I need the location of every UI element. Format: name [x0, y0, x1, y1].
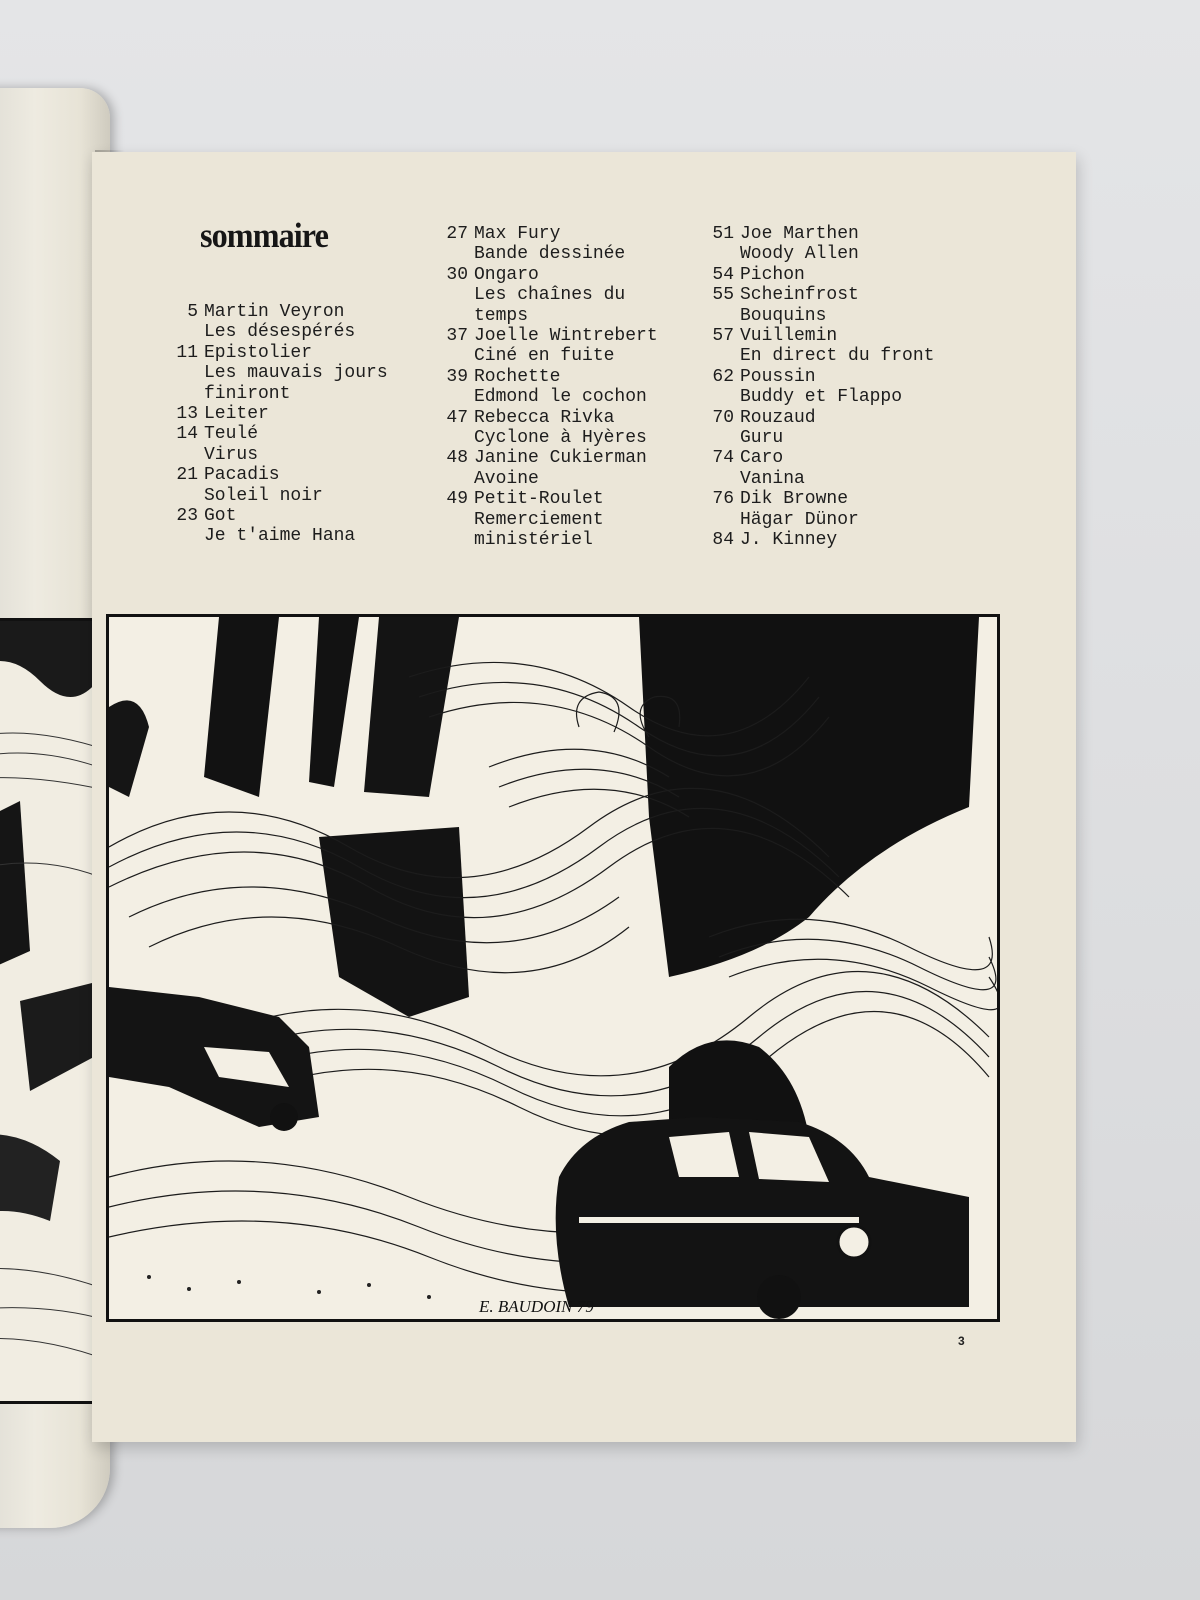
toc-author: Poussin [740, 366, 816, 387]
toc-page-number: 39 [446, 366, 468, 387]
toc-title-line: Remerciement [474, 509, 604, 530]
toc-author: Caro [740, 448, 784, 469]
toc-author: Rouzaud [740, 407, 816, 428]
toc-page-number: 5 [187, 302, 198, 322]
toc-author: Max Fury [474, 224, 561, 244]
toc-entry [162, 424, 462, 465]
toc-page-number: 47 [446, 407, 468, 428]
page-title: sommaire [200, 216, 328, 255]
toc-page-number: 23 [176, 506, 198, 527]
toc-page-number: 49 [446, 489, 468, 510]
toc-title-line: Soleil noir [204, 485, 323, 506]
toc-title-line: finiront [204, 383, 291, 404]
toc-title-line: Cyclone à Hyères [474, 428, 647, 449]
toc-author: J. Kinney [740, 530, 838, 551]
toc-entry [162, 343, 462, 404]
magazine-page [92, 152, 1076, 1442]
toc-page-number: 70 [712, 407, 734, 428]
toc-column-3 [698, 224, 998, 551]
toc-page-number: 27 [446, 224, 468, 244]
toc-page-number: 21 [176, 465, 198, 486]
toc-page-number: 57 [712, 326, 734, 347]
toc-page-number: 62 [712, 366, 734, 387]
toc-author: Ongaro [474, 264, 539, 285]
toc-entry [162, 302, 462, 343]
toc-entry [432, 224, 712, 265]
toc-entry [698, 265, 998, 285]
toc-page-number: 74 [712, 448, 734, 469]
toc-page-number: 54 [712, 264, 734, 285]
toc-entry [432, 367, 712, 408]
toc-page-number: 13 [176, 404, 198, 425]
toc-title-line: Hägar Dünor [740, 509, 859, 530]
toc-title-line: Ciné en fuite [474, 346, 615, 367]
toc-title-line: Woody Allen [740, 244, 859, 265]
toc-author: Got [204, 506, 237, 527]
toc-title-line: Virus [204, 444, 259, 465]
toc-page-number: 76 [712, 489, 734, 510]
toc-title-line: temps [474, 305, 529, 326]
toc-entry [698, 530, 998, 550]
page-number: 3 [958, 1334, 965, 1348]
toc-column-2 [432, 224, 712, 551]
toc-entry [162, 465, 462, 506]
toc-column-1 [162, 302, 462, 547]
toc-page-number: 11 [176, 342, 198, 363]
toc-author: Joelle Wintrebert [474, 326, 658, 347]
toc-entry [432, 448, 712, 489]
toc-author: Rochette [474, 366, 561, 387]
toc-title-line: En direct du front [740, 346, 935, 367]
toc-author: Pichon [740, 264, 805, 285]
toc-author: Martin Veyron [204, 302, 345, 322]
toc-author: Leiter [204, 404, 269, 425]
toc-author: Pacadis [204, 465, 280, 486]
toc-author: Dik Browne [740, 489, 849, 510]
toc-title-line: Buddy et Flappo [740, 387, 903, 408]
toc-author: Teulé [204, 424, 259, 445]
artist-signature: E. BAUDOIN 79 [479, 1297, 594, 1316]
toc-page-number: 14 [176, 424, 198, 445]
toc-title-line: Les désespérés [204, 322, 356, 343]
toc-author: Janine Cukierman [474, 448, 647, 469]
toc-entry [698, 408, 998, 449]
toc-entry [432, 489, 712, 550]
toc-page-number: 48 [446, 448, 468, 469]
toc-entry [162, 404, 462, 424]
toc-author: Scheinfrost [740, 285, 859, 306]
toc-entry [698, 489, 998, 530]
toc-entry [432, 408, 712, 449]
toc-author: Epistolier [204, 342, 313, 363]
toc-page-number: 37 [446, 326, 468, 347]
toc-entry [698, 326, 998, 367]
toc-title-line: ministériel [474, 530, 593, 551]
toc-title-line: Les mauvais jours [204, 363, 388, 384]
toc-page-number: 51 [712, 224, 734, 244]
toc-entry [698, 448, 998, 489]
illustration-art [109, 617, 997, 1319]
toc-entry [698, 285, 998, 326]
toc-entry [432, 326, 712, 367]
toc-title-line: Les chaînes du [474, 285, 626, 306]
toc-author: Joe Marthen [740, 224, 859, 244]
toc-title-line: Bande dessinée [474, 244, 626, 265]
toc-page-number: 55 [712, 285, 734, 306]
toc-title-line: Je t'aime Hana [204, 526, 356, 547]
toc-title-line: Bouquins [740, 305, 827, 326]
toc-title-line: Guru [740, 428, 784, 449]
toc-title-line: Avoine [474, 468, 539, 489]
toc-entry [698, 367, 998, 408]
toc-page-number: 30 [446, 264, 468, 285]
toc-title-line: Vanina [740, 468, 805, 489]
comic-illustration [106, 614, 1000, 1322]
toc-title-line: Edmond le cochon [474, 387, 647, 408]
toc-entry [698, 224, 998, 265]
toc-entry [162, 506, 462, 547]
toc-author: Vuillemin [740, 326, 838, 347]
toc-author: Rebecca Rivka [474, 407, 615, 428]
toc-entry [432, 265, 712, 326]
toc-page-number: 84 [712, 530, 734, 551]
toc-author: Petit-Roulet [474, 489, 604, 510]
